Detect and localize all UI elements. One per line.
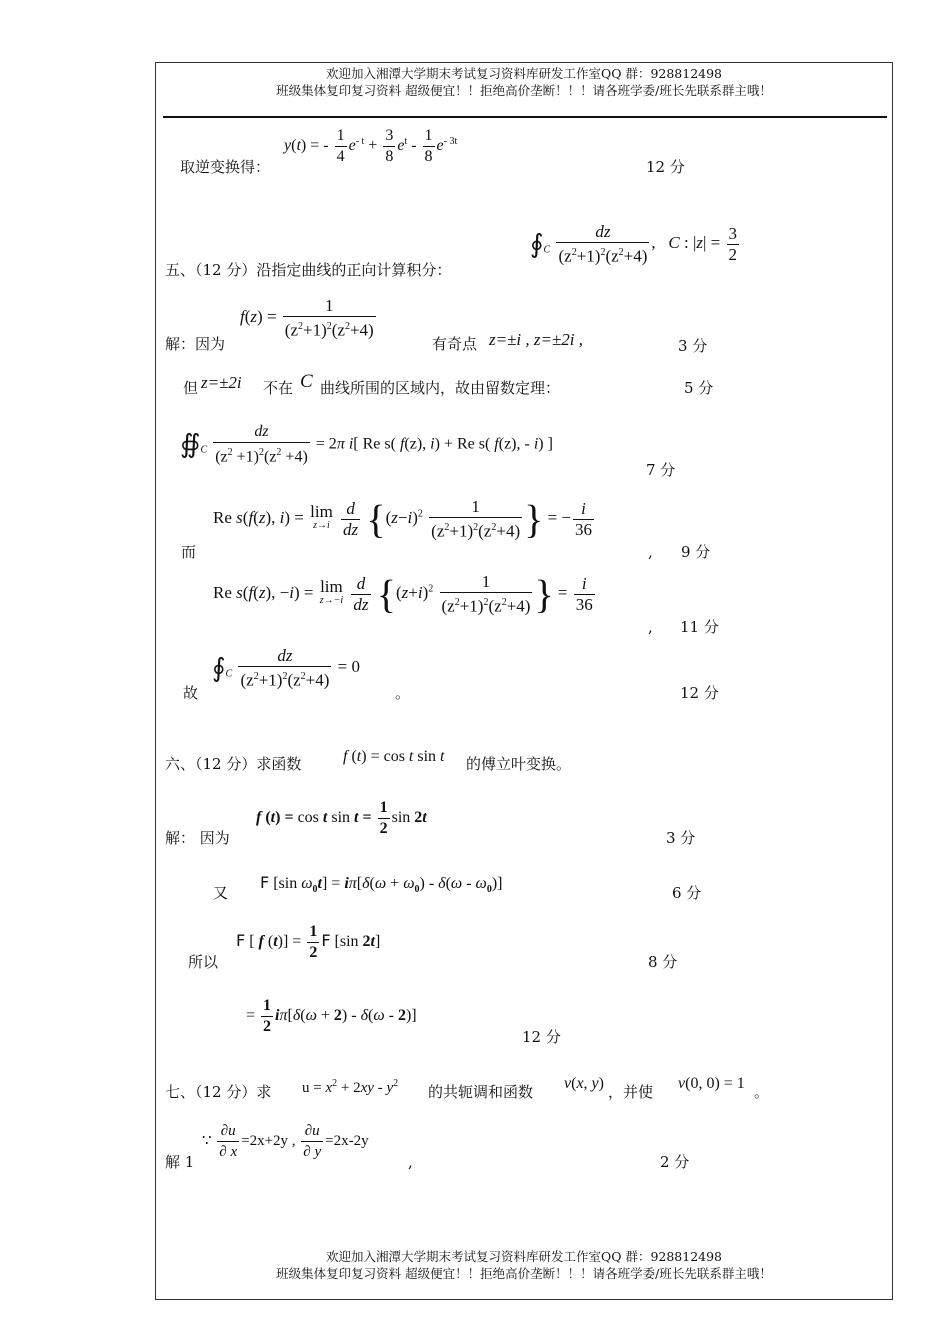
q5-line2-e: 曲线所围的区域内，故由留数定理： [320,379,561,397]
score: 5 分 [684,379,714,397]
inverse-transform-label: 取逆变换得： [180,158,271,176]
q5-poles-text: 有奇点 [432,335,478,353]
score: 12 分 [522,1028,561,1046]
q6-solution: 解： 因为 [165,829,230,847]
q7-title-b: 的共轭调和函数 [428,1083,534,1101]
comma: , [408,1153,413,1171]
q7-u: $u = x^2 + 2xy - y^2$ [302,1078,399,1096]
q7-partials: ∵ $\frac{\partial u}{\partial x}$ =2x+2y , $\frac{\partial u}{\partial y}$ =2x-2y [202,1123,369,1160]
q6-fourier-sin: F [sin $\omega_0t] = i\pi[\delta(\omega + \omega_0) - \delta(\omega - \omega_0)]$ [260,873,503,896]
header-line1: 欢迎加入湘潭大学期末考试复习资料库研发工作室QQ 群：928812498 [325,66,723,81]
footer-line1: 欢迎加入湘潭大学期末考试复习资料库研发工作室QQ 群：928812498 [325,1249,723,1264]
footer-line2: 班级集体复印复习资料 超级便宜！！拒绝高价垄断！！！请各班学委/班长先联系群主哦！ [276,1266,772,1281]
score: 12 分 [646,158,685,176]
footer [155,1248,893,1282]
q5-gu: 故 [183,684,199,702]
q6-title-b: 的傅立叶变换。 [466,755,572,773]
q5-line2-d: C [300,371,313,392]
q5-line2-b: z=±2i [201,373,242,392]
q5-line2-c: 不在 [263,379,294,397]
q7-solution: 解 1 [165,1153,195,1171]
score: 6 分 [672,884,702,902]
score: 7 分 [646,461,676,479]
q7-title-a: 七、（12 分）求 [165,1083,272,1101]
q6-you: 又 [213,884,229,902]
q5-poles: z=±i , z=±2i , [489,330,584,349]
score: 3 分 [666,829,696,847]
header-rule [163,116,887,118]
score: 3 分 [678,337,708,355]
q5-er: 而 [181,543,197,561]
q7-v: v(x, y) [564,1075,604,1092]
q5-integral: $∮_C$ $\frac{dz}{(z^2+1)^2(z^2+4)}$ , C : |z| = $\frac{3}{2}$ [530,222,738,266]
q5-result: $∮_C$ $\frac{dz}{(z^2+1)^2(z^2+4)}$ = 0 [212,646,360,690]
q5-res-i: Re s(f(z), i) = lim z→i $\frac{d}{dz}$ {$(z-i)^2$ $\frac{1}{(z^2+1)^2(z^2+4)}$ } = − $\frac{i}{36}$ [213,496,592,542]
q7-title-c: ，并使 [608,1083,654,1101]
header-line2: 班级集体复印复习资料 超级便宜！！拒绝高价垄断！！！请各班学委/班长先联系群主哦！ [276,83,772,98]
q6-fourier-f: F [ f (t)] = $\frac{1}{2}$ F [sin 2t] [236,923,381,961]
q6-function: f (t) = cos t sin t [343,748,445,765]
q6-result: = $\frac{1}{2}$ iπ[δ(ω + 2) - δ(ω - 2)] [246,997,417,1035]
comma: , [648,618,653,636]
q5-f-z: f(z) = $\frac{1}{(z^2+1)^2(z^2+4)}$ [240,296,374,340]
score: 12 分 [680,684,719,702]
comma: , [648,543,653,561]
q5-solution-prefix: 解：因为 [165,335,226,353]
header [155,65,893,99]
score: 8 分 [648,953,678,971]
score: 11 分 [680,618,719,636]
q5-period: 。 [395,684,411,702]
score: 9 分 [681,543,711,561]
q6-title-a: 六、（12 分）求函数 [165,755,302,773]
q7-condition: v(0, 0) = 1 [678,1075,745,1092]
score: 2 分 [660,1153,690,1171]
q5-title: 五、（12 分）沿指定曲线的正向计算积分： [165,261,452,279]
formula-y-t: y(t) = - $\frac{1}{4}$ $e^{- t}$ + $\frac{3}{8}$ $e^t$ - $\frac{1}{8}$ $e^{- 3t}$ [284,127,458,165]
q7-title-d: 。 [754,1083,770,1101]
q6-identity: f (t) = cos t sin t = $\frac{1}{2}$ sin 2t [256,799,427,837]
q5-residue-sum: $∯_C$ $\frac{dz}{(z^2 +1)^2(z^2 +4)}$ = 2π i[ Re s( f(z), i) + Re s( f(z), - i) ] [180,423,553,466]
q6-suoyi: 所以 [188,953,219,971]
q5-res-minus-i: Re s(f(z), −i) = lim z→−i $\frac{d}{dz}$ {$(z+i)^2$ $\frac{1}{(z^2+1)^2(z^2+4)}$ } = $\frac{i}{36}$ [213,571,593,617]
q5-line2-a: 但 [183,379,199,397]
